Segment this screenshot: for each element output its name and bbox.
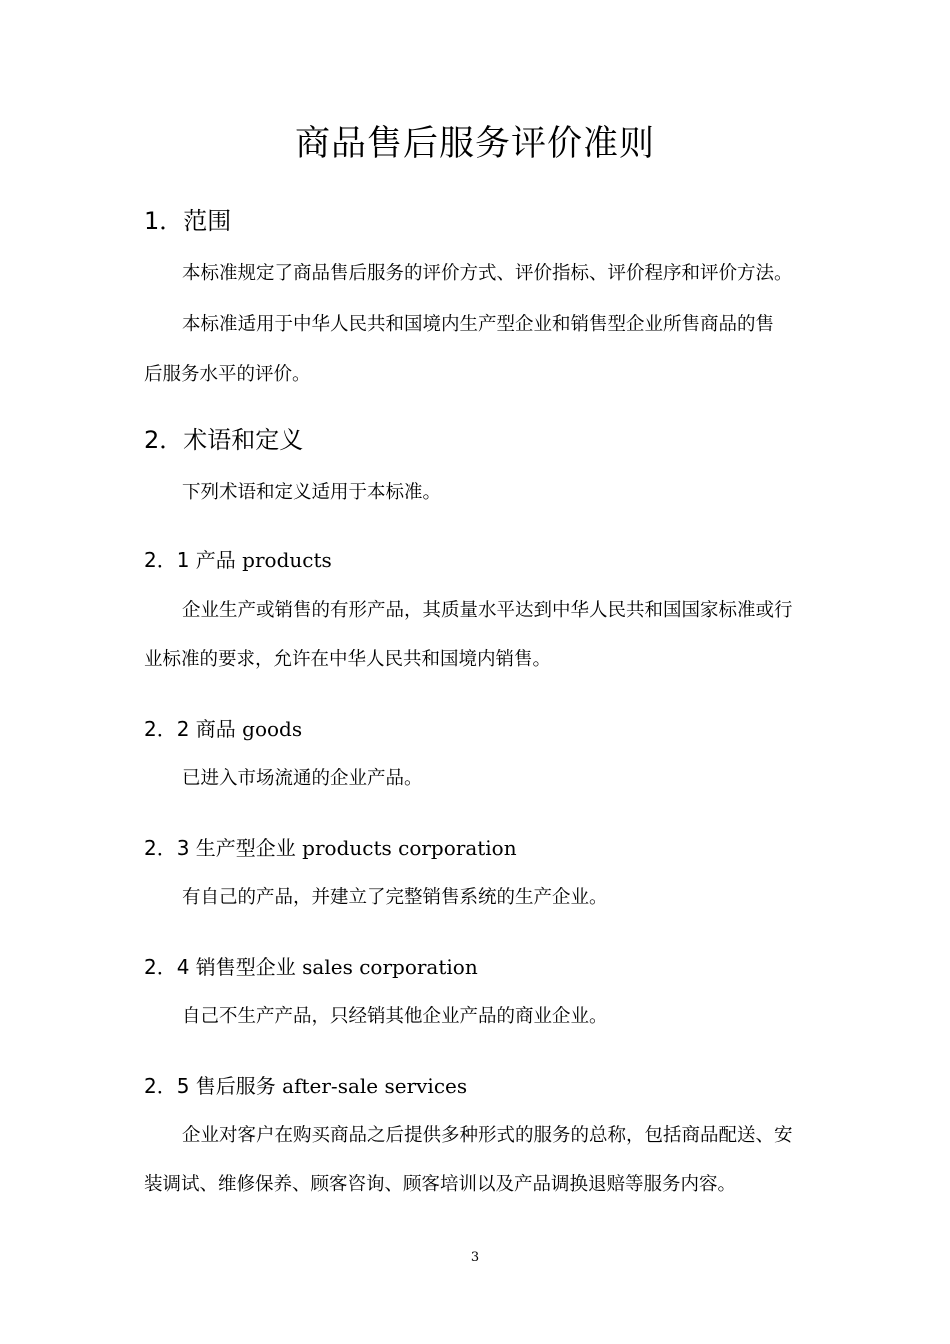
section-1-paragraph-2-line-2 <box>144 361 814 389</box>
page-number: 3 <box>470 1250 480 1265</box>
document-title: 商品售后服务评价准则 <box>294 124 655 164</box>
paragraph-line: 有自己的产品，并建立了完整销售系统的生产企业。 <box>182 887 608 908</box>
term-en: after-sale services <box>282 1074 468 1098</box>
term-cn: 2．2 商品 <box>144 717 236 741</box>
paragraph-line: 已进入市场流通的企业产品。 <box>182 768 423 789</box>
paragraph-line: 装调试、维修保养、顾客咨询、顾客培训以及产品调换退赔等服务内容。 <box>144 1174 737 1195</box>
term-en: sales corporation <box>302 955 478 979</box>
term-2-1-definition-line-2 <box>144 646 814 674</box>
term-2-3-heading <box>144 834 517 862</box>
term-2-2-definition <box>144 765 814 793</box>
term-cn: 2．4 销售型企业 <box>144 955 296 979</box>
paragraph-line: 自己不生产产品，只经销其他企业产品的商业企业。 <box>182 1006 608 1027</box>
term-2-4-heading <box>144 953 478 981</box>
term-2-2-heading <box>144 715 302 743</box>
term-en: products <box>242 548 332 572</box>
term-2-1-heading <box>144 546 332 574</box>
section-2-heading: 2．术语和定义 <box>144 426 304 454</box>
section-1-paragraph-2-line-1 <box>144 311 814 339</box>
paragraph-line: 本标准规定了商品售后服务的评价方式、评价指标、评价程序和评价方法。 <box>182 263 793 284</box>
paragraph-line: 下列术语和定义适用于本标准。 <box>182 482 442 503</box>
term-cn: 2．3 生产型企业 <box>144 836 296 860</box>
paragraph-line: 后服务水平的评价。 <box>144 364 311 385</box>
term-en: goods <box>242 717 303 741</box>
section-1-heading: 1．范围 <box>144 207 232 235</box>
term-2-4-definition <box>144 1003 814 1031</box>
term-cn: 2．5 售后服务 <box>144 1074 276 1098</box>
term-cn: 2．1 产品 <box>144 548 236 572</box>
paragraph-line: 本标准适用于中华人民共和国境内生产型企业和销售型企业所售商品的售 <box>182 314 775 335</box>
paragraph-line: 业标准的要求，允许在中华人民共和国境内销售。 <box>144 649 552 670</box>
term-en: products corporation <box>302 836 517 860</box>
term-2-3-definition <box>144 884 814 912</box>
term-2-5-definition-line-2 <box>144 1171 814 1199</box>
paragraph-line: 企业对客户在购买商品之后提供多种形式的服务的总称，包括商品配送、安 <box>182 1125 793 1146</box>
term-2-5-heading <box>144 1072 467 1100</box>
paragraph-line: 企业生产或销售的有形产品，其质量水平达到中华人民共和国国家标准或行 <box>182 600 793 621</box>
section-1-paragraph-1 <box>144 260 814 288</box>
term-2-5-definition-line-1 <box>144 1122 814 1150</box>
term-2-1-definition-line-1 <box>144 597 814 625</box>
section-2-intro <box>144 479 814 507</box>
